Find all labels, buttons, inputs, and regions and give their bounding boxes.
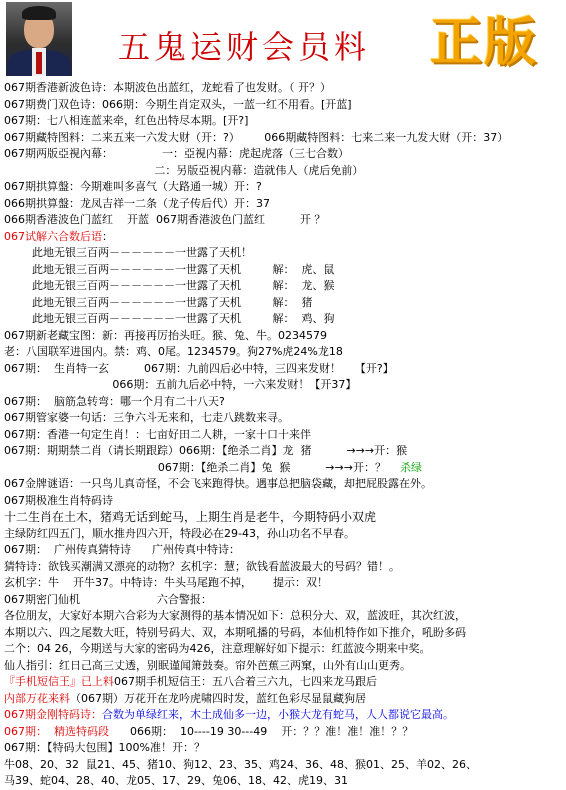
text-line <box>4 625 562 642</box>
text-line <box>4 509 562 526</box>
document-body <box>4 80 562 790</box>
text-line <box>4 80 562 97</box>
page-title: 五鬼运财会员料 <box>118 28 371 66</box>
text-segment: 猜特诗：欲钱买潮满又漂亮的动物？玄机字：慧；欲钱看蓝波最大的号码？错！。 <box>4 559 400 573</box>
text-segment: 玄机字：牛 开牛37。中特诗：牛头马尾跑不掉， 提示：双！ <box>4 576 328 589</box>
text-line <box>4 757 562 774</box>
text-line <box>4 361 562 378</box>
text-segment: 老：八国联军进国内。禁：鸡、0尾。1234579。狗27%虎24%龙18 <box>4 345 343 358</box>
text-segment: 067 <box>4 229 25 243</box>
text-segment: 067期拱算盤：今期难叫多喜气（大路通一城）开：? <box>4 180 262 193</box>
text-line <box>4 493 562 510</box>
text-segment: 067期密门仙机 六合警报： <box>4 592 212 606</box>
text-segment: 此地无银三百两－－－－－－一世露了天机 解： 龙、猴 <box>32 279 335 292</box>
text-segment: 合数为单绿红来，木土成仙多一边，小猴大龙有蛇马，人人都说它最高。 <box>102 708 454 721</box>
text-segment: 067金牌谜语：一只鸟儿真奇怪，不会飞来跑得快。遇事总把脑袋藏，却把屁股露在外。 <box>4 477 432 490</box>
text-line <box>4 691 562 708</box>
text-line <box>4 245 562 262</box>
text-line <box>4 707 562 724</box>
text-segment: 067期： 生肖特一玄 067期：九前四后必中特，三四来发财！ 【开?】 <box>4 361 394 375</box>
text-segment: 此地无银三百两－－－－－－一世露了天机 解： 虎、鼠 <box>32 262 335 276</box>
text-line <box>4 97 562 114</box>
text-line <box>4 592 562 609</box>
text-segment: 十二生肖在土木，猪鸡无话到蛇马，上期生肖是老牛，今期特码小双虎 <box>4 510 377 524</box>
text-segment: 牛08、20、32 鼠21、45、猪10、狗12、23、35、鸡24、36、48、猴01、25、羊02、26、 <box>4 757 477 771</box>
text-line <box>4 229 562 246</box>
text-segment: 『手机短信王』已上料 <box>4 675 114 688</box>
text-line <box>4 460 562 477</box>
text-line <box>4 641 562 658</box>
text-segment: 067期：七八相连蓝来牵，红色出特尽本期。[开?] <box>4 114 249 127</box>
text-segment: 此地无银三百两－－－－－－一世露了天机 解： 猪 <box>32 295 313 309</box>
text-segment: （067期）万花开在龙吟虎啸四时发，蓝红色彩尽显鼠藏狗居 <box>70 691 366 705</box>
text-segment: 067期极准生肖特码诗 <box>4 493 113 507</box>
text-line <box>4 262 562 279</box>
text-line <box>4 542 562 559</box>
text-line <box>4 377 562 394</box>
text-segment: 067期手机短信王：五八合着三六九，七四来龙马跟后 <box>114 675 377 688</box>
header <box>0 0 566 80</box>
text-line <box>4 427 562 444</box>
text-segment: 本期以六、四之尾数大旺，特别号码大、双，本期吼播的号码，本仙机特作如下推介，吼盼多码 <box>4 625 466 639</box>
text-line <box>4 196 562 213</box>
text-segment: 067期管家婆一句话：三争六斗无来和，七走八跳数来寻。 <box>4 411 289 424</box>
avatar-tie <box>36 52 42 74</box>
text-line <box>4 278 562 295</box>
text-segment: 066期香港波色门蓝红 开蓝 067期香港波色门蓝红 开 ？ <box>4 213 326 226</box>
text-line <box>4 394 562 411</box>
text-segment: 067期新老藏宝图：新：再接再厉抬头旺。猴、兔、牛。0234579 <box>4 328 327 342</box>
text-line <box>4 658 562 675</box>
text-segment: 067期：期期禁二肖（请长期跟踪）066期：【绝杀二肖】龙 猪 →→→开：猴 <box>4 444 408 457</box>
text-segment: 066期：五前九后必中特，一六来发财！【开37】 <box>4 378 357 391</box>
text-line <box>4 575 562 592</box>
text-line <box>4 559 562 576</box>
text-line <box>4 724 562 741</box>
text-segment: 二：另版亞視内幕：造就伟人（虎后免前） <box>4 163 364 177</box>
text-line <box>4 328 562 345</box>
avatar <box>6 2 72 76</box>
text-line <box>4 130 562 147</box>
text-line <box>4 163 562 180</box>
text-line <box>4 295 562 312</box>
text-segment: 仙人指引：红日己高三丈透，别眠谨闻箫鼓奏。帘外芭蕉三两窠，山外有山山更秀。 <box>4 658 411 672</box>
text-segment: 067期两版亞視內幕： 一：亞視内幕：虎起虎落（三七合数） <box>4 147 349 160</box>
text-segment: 067期香港新波色诗：本期波色出蓝红，龙蛇看了也发财。（ 开？） <box>4 81 331 94</box>
text-segment: 杀绿 <box>399 460 422 474</box>
avatar-hair <box>22 6 56 20</box>
text-line <box>4 526 562 543</box>
text-line <box>4 311 562 328</box>
text-line <box>4 443 562 460</box>
text-segment: 主绿防红四五门，顺水推舟四六开，特段必在29-43，孙山功名不早春。 <box>4 526 355 540</box>
text-line <box>4 410 562 427</box>
text-line <box>4 113 562 130</box>
text-line <box>4 476 562 493</box>
text-line <box>4 740 562 757</box>
text-segment: 067期：香港一句定生肖！：七亩好田二人耕，一家十口十来伴 <box>4 427 311 441</box>
text-segment: 067期： 广州传真猜特诗 广州传真中特诗： <box>4 543 240 556</box>
text-segment: 067期： 精选特码段 <box>4 724 109 738</box>
text-line <box>4 608 562 625</box>
text-segment: ： <box>102 229 113 243</box>
text-segment: 二个：04 26，今期送与大家的密码为426，注意理解好如下提示：红蓝波今期来中奖。 <box>4 642 431 655</box>
text-segment: 067期费门双色诗：066期：今期生肖定双头，一蓝一红不用看。[开蓝] <box>4 97 352 111</box>
text-segment: 067期藏特图料：二来五来一六发大财（开：?） 066期藏特图料：七来二来一九发大财（开：37） <box>4 130 509 144</box>
text-segment: 马39、蛇04、28、40、龙05、17、29、兔06、18、42、虎19、31 <box>4 774 348 787</box>
text-line <box>4 179 562 196</box>
text-line <box>4 344 562 361</box>
text-segment: 067期金刚特码诗： <box>4 708 102 721</box>
text-segment: 内部万花来料 <box>4 691 70 705</box>
text-segment: 067期： 脑筋急转弯：哪一个月有二十八天? <box>4 394 225 408</box>
text-segment: 此地无银三百两－－－－－－一世露了天机 解： 鸡、狗 <box>32 312 335 325</box>
text-segment: 066期拱算盤：龙凤吉祥一二条（龙子传后代）开：37 <box>4 196 270 210</box>
text-line <box>4 146 562 163</box>
text-segment: 试解六合数后语 <box>25 229 102 243</box>
text-line <box>4 674 562 691</box>
text-line <box>4 212 562 229</box>
text-segment: 此地无银三百两－－－－－－一世露了天机！ <box>32 246 252 259</box>
text-segment: 066期： 10----19 30---49 开：？？准！准！准！？？ <box>109 724 414 738</box>
text-segment: 067期：【绝杀二肖】兔 猴 →→→开：？ <box>4 460 400 474</box>
text-segment: 各位朋友，大家好本期六合彩为大家测得的基本情况如下：总积分大、双，蓝波旺，其次红波， <box>4 609 466 622</box>
text-line <box>4 773 562 790</box>
genuine-stamp: 正版 <box>430 13 539 73</box>
text-segment: 067期：【特码大包围】100%准！开：？ <box>4 741 205 754</box>
